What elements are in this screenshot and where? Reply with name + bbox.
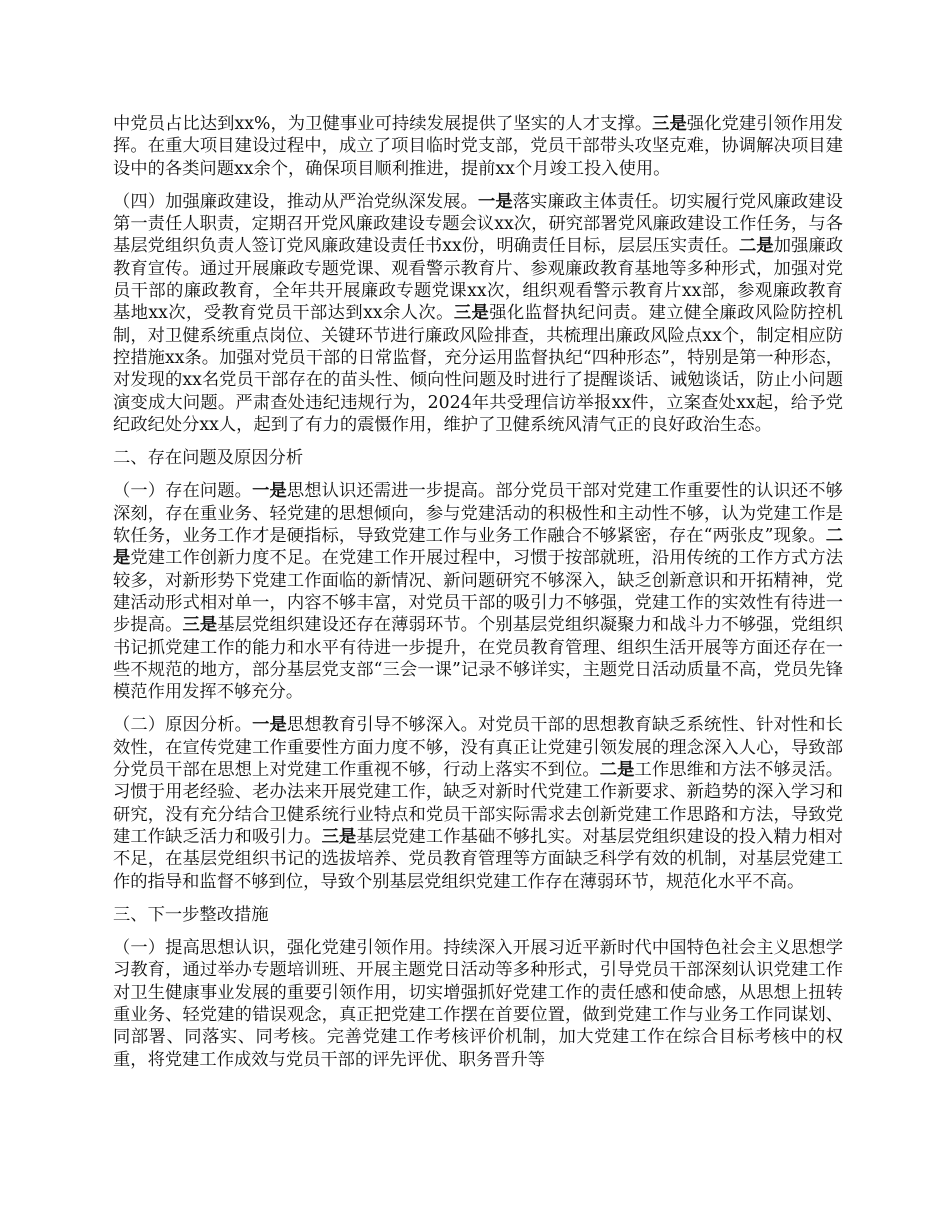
- text-run: （二）原因分析。: [113, 715, 253, 736]
- text-run: 党建工作创新力度不足。在党建工作开展过程中，习惯于按部就班，沿用传统的工作方式方法较多，对新形势下党建工作面临的新情况、新问题研究不够深入，缺乏创新意识和开拓精神，党建活动形式相对单一，内容不够丰富，对党员干部的吸引力不够强，党建工作的实效性有待进一步提高。: [113, 548, 843, 636]
- text-run: 思想认识还需进一步提高。部分党员干部对党建工作重要性的认识还不够深刻，存在重业务、轻党建的思想倾向，参与党建活动的积极性和主动性不够，认为党建工作是软任务，业务工作才是硬指标，导致党建工作与业务工作融合不够紧密，存在“两张皮”现象。: [113, 481, 843, 547]
- emphasis-label: 三是: [652, 114, 687, 134]
- text-run: 基层党组织建设还存在薄弱环节。个别基层党组织凝聚力和战斗力不够强，党组织书记抓党建工作的能力和水平有待进一步提升，在党员教育管理、组织生活开展等方面还存在一些不规范的地方，部分基层党支部“三会一课”记录不够详实，主题党日活动质量不高，党员先锋模范作用发挥不够充分。: [113, 615, 843, 703]
- text-run: 工作思维和方法不够灵活。习惯于用老经验、老办法来开展党建工作，缺乏对新时代党建工作新要求、新趋势的深入学习和研究，没有充分结合卫健系统行业特点和党员干部实际需求去创新党建工作思路和方法，导致党建工作缺乏活力和吸引力。: [113, 760, 843, 847]
- paragraph-improve-awareness: [113, 937, 843, 1071]
- emphasis-label: 二是: [739, 236, 774, 257]
- emphasis-label: 三是: [182, 615, 218, 636]
- paragraph-existing-problems: [113, 480, 843, 703]
- emphasis-label: 一是: [252, 715, 287, 736]
- text-run: （一）提高思想认识，强化党建引领作用。持续深入开展习近平新时代中国特色社会主义思想学习教育，通过举办专题培训班、开展主题党日活动等多种形式，引导党员干部深刻认识党建工作对卫生健康事业发展的重要引领作用，切实增强抓好党建工作的责任感和使命感，从思想上扭转重业务、轻党建的错误观念，真正把党建工作摆在首要位置，做到党建工作与业务工作同谋划、同部署、同落实、同考核。完善党建工作考核评价机制，加大党建工作在综合目标考核中的权重，将党建工作成效与党员干部的评先评优、职务晋升等: [113, 938, 843, 1070]
- text-run: 落实廉政主体责任。切实履行党风廉政建设第一责任人职责，定期召开党风廉政建设专题会议xx次，研究部署党风廉政建设工作任务，与各基层党组织负责人签订党风廉政建设责任书xx份，明确责任目标，层层压实责任。: [113, 191, 843, 257]
- text-run: 中党员占比达到xx%，为卫健事业可持续发展提供了坚实的人才支撑。: [113, 114, 653, 134]
- text-run: 强化党建引领作用发挥。在重大项目建设过程中，成立了项目临时党支部，党员干部带头攻坚克难，协调解决项目建设中的各类问题xx余个，确保项目顺利推进，提前xx个月竣工投入使用。: [113, 114, 843, 179]
- emphasis-label: 一是: [478, 191, 513, 212]
- emphasis-label: 三是: [321, 826, 357, 847]
- paragraph-integrity-building: [113, 191, 843, 436]
- section-heading-problems: 二、存在问题及原因分析: [113, 448, 304, 469]
- emphasis-label: 二是: [113, 526, 843, 569]
- text-run: （一）存在问题。: [113, 481, 253, 502]
- text-run: 强化监督执纪问责。建立健全廉政风险防控机制，对卫健系统重点岗位、关键环节进行廉政风险排查，共梳理出廉政风险点xx个，制定相应防控措施xx条。加强对党员干部的日常监督，充分运用监督执纪“四种形态”，特别是第一种形态，对发现的xx名党员干部存在的苗头性、倾向性问题及时进行了提醒谈话、诫勉谈话，防止小问题演变成大问题。严肃查处违纪违规行为，2024年共受理信访举报xx件，立案查处xx起，给予党纪政纪处分xx人，起到了有力的震慑作用，维护了卫健系统风清气正的良好政治生态。: [113, 303, 843, 435]
- paragraph-cause-analysis: [113, 714, 843, 892]
- text-run: 思想教育引导不够深入。对党员干部的思想教育缺乏系统性、针对性和长效性，在宣传党建工作重要性方面力度不够，没有真正让党建引领发展的理念深入人心，导致部分党员干部在思想上对党建工作重视不够，行动上落实不到位。: [113, 715, 843, 781]
- text-run: 加强廉政教育宣传。通过开展廉政专题党课、观看警示教育片、参观廉政教育基地等多种形式，加强对党员干部的廉政教育，全年共开展廉政专题党课xx次，组织观看警示教育片xx部，参观廉政教育基地xx次，受教育党员干部达到xx余人次。: [113, 236, 843, 324]
- emphasis-label: 三是: [453, 303, 490, 324]
- text-run: 基层党建工作基础不够扎实。对基层党组织建设的投入精力相对不足，在基层党组织书记的选拔培养、党员教育管理等方面缺乏科学有效的机制，对基层党建工作的指导和监督不够到位，导致个别基层党组织党建工作存在薄弱环节，规范化水平不高。: [113, 826, 843, 892]
- section-heading-rectification: 三、下一步整改措施: [113, 904, 269, 925]
- emphasis-label: 二是: [599, 760, 635, 781]
- paragraph-talent-support: [113, 113, 843, 180]
- document-page: [113, 113, 843, 1082]
- emphasis-label: 一是: [252, 481, 287, 502]
- text-run: （四）加强廉政建设，推动从严治党纵深发展。: [113, 191, 479, 212]
